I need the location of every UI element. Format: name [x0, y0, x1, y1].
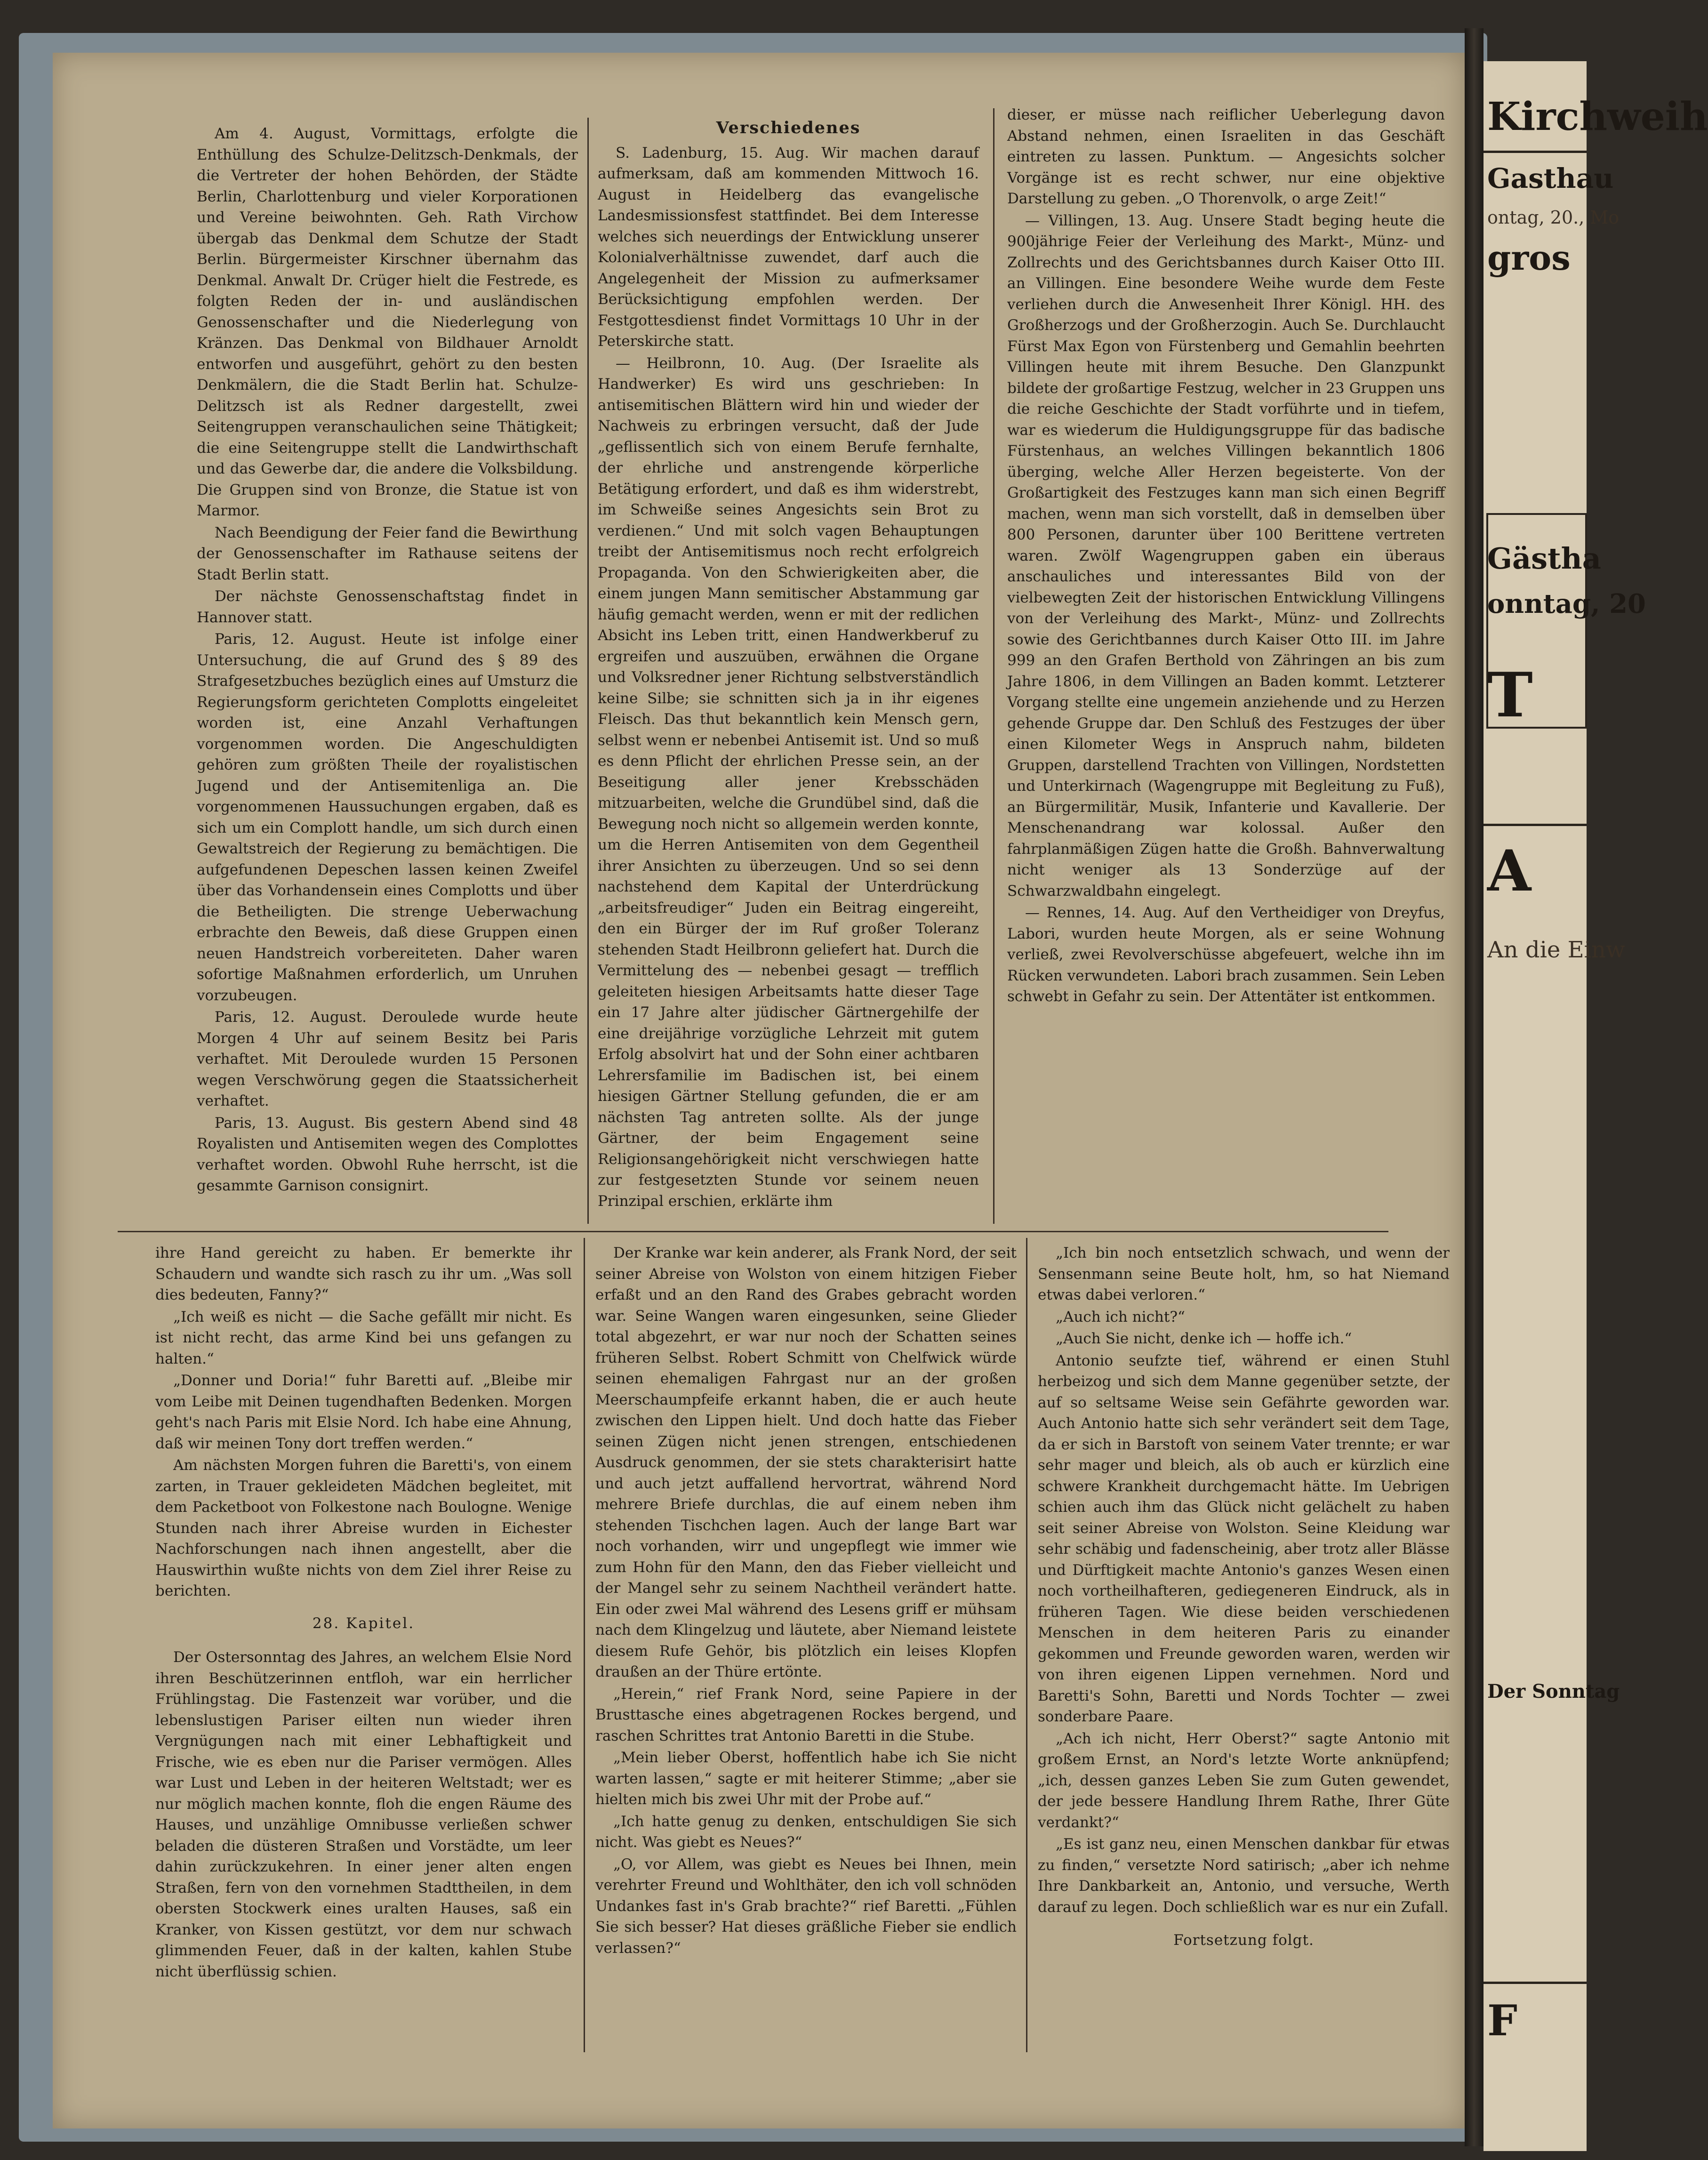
novel-paragraph: Der Kranke war kein anderer, als Frank Nord, der seit seiner Abreise von Wolston von einem hitzigen Fieber erfaßt und an den Rand des Grabes gebracht worden war. Seine Wangen waren eingesunken, seine Glieder total abgezehrt, er war nur noch der Schatten seines früheren Selbst. Robert Schmitt von Chelfwick würde seinen ehemaligen Fahrgast nur an der großen Meerschaumpfeife erkannt haben, die er auch heute zwischen den Lippen hielt. Und doch hatte das Fieber seinen Zügen nicht jenen strengen, entschiedenen Ausdruck genommen, der sie stets charakterisirt hatte und auch jetzt auffallend hervortrat, während Nord mehrere Briefe durchlas, die auf einem neben ihm stehenden Tischchen lagen. Auch der lange Bart war noch vorhanden, wirr und ungepflegt wie immer wie zum Hohn für den Mann, den das Fieber vielleicht und der Mangel sehr zu seinem Nachtheil verändert hatte. Ein oder zwei Mal während des Lesens griff er mühsam nach dem Klingelzug und läutete, aber Niemand leistete diesem Rufe Gehör, bis plötzlich ein leises Klopfen draußen an der Thüre ertönte.: [595, 1245, 1017, 1680]
news-column-3: [1007, 104, 1445, 1007]
chapter-heading: 28. Kapitel.: [312, 1614, 415, 1632]
news-column-2: [598, 118, 979, 1212]
adjacent-line: An die Einw: [1487, 937, 1625, 963]
novel-paragraph: „Auch Sie nicht, denke ich — hoffe ich.“: [1056, 1330, 1352, 1347]
novel-paragraph: Antonio seufzte tief, während er einen Stuhl herbeizog und sich dem Manne gegenüber setzte, der auf so seltsame Weise sein Gefährte geworden war. Auch Antonio hatte sich sehr verändert seit dem Tage, da er sich in Barstoft von seinem Vater trennte; er war sehr mager und bleich, als ob auch er kürzlich eine schwere Krankheit durchgemacht hätte. Im Uebrigen schien auch ihm das Glück nicht gelächelt zu haben seit seiner Abreise von Wolston. Seine Kleidung war sehr schäbig und fadenscheinig, aber trotz aller Blässe und Dürftigkeit machte Antonio's ganzes Wesen einen noch vortheilhafteren, gediegeneren Eindruck, als in früheren Tagen. Wie diese beiden verschiedenen Menschen in dem heiteren Paris zu einander gekommen und Freunde geworden waren, werden wir von ihren eigenen Lippen vernehmen. Nord und Baretti's Sohn, Baretti und Nords Tochter — zwei sonderbare Paare.: [1038, 1352, 1450, 1725]
adjacent-rule: [1483, 151, 1587, 153]
novel-paragraph: „Ich weiß es nicht — die Sache gefällt mir nicht. Es ist nicht recht, das arme Kind bei uns gefangen zu halten.“: [155, 1308, 572, 1367]
adjacent-line: gros: [1487, 238, 1571, 278]
adjacent-page: [1483, 61, 1708, 2151]
novel-column-3: [1038, 1243, 1450, 1951]
section-divider: [118, 1231, 1388, 1232]
novel-paragraph: Am nächsten Morgen fuhren die Baretti's, von einem zarten, in Trauer gekleideten Mädchen begleitet, mit dem Packetboot von Folkestone nach Boulogne. Wenige Stunden nach ihrer Abreise wurden in Eichester Nachforschungen nach ihnen angestellt, aber die Hauswirthin wußte nichts von dem Ziel ihrer Reise zu berichten.: [155, 1457, 572, 1599]
novel-paragraph: „O, vor Allem, was giebt es Neues bei Ihnen, mein verehrter Freund und Wohlthäter, den ich voll schnöden Undankes fast in's Grab brachte?“ rief Baretti. „Fühlen Sie sich besser? Hat dieses gräßliche Fieber sie endlich verlassen?“: [595, 1855, 1017, 1957]
article-paragraph: Paris, 12. August. Deroulede wurde heute Morgen 4 Uhr auf seinem Besitz bei Paris verhaftet. Mit Deroulede wurden 15 Personen wegen Verschwörung gegen die Staatssicherheit verhaftet.: [197, 1009, 578, 1109]
column-rule: [993, 108, 994, 1224]
column-rule: [584, 1238, 585, 2052]
adjacent-line: Der Sonntag: [1487, 1680, 1620, 1702]
adjacent-line: A: [1487, 838, 1532, 904]
news-column-1: [197, 123, 578, 1196]
novel-paragraph: Der Ostersonntag des Jahres, an welchem Elsie Nord ihren Beschützerinnen entfloh, war ein herrlicher Frühlingstag. Die Fastenzeit war vorüber, und die lebenslustigen Pariser eilten nun wieder ihren Vergnügungen nach mit einer Lebhaftigkeit und Frische, wie es eben nur die Pariser vermögen. Alles war Lust und Leben in der heiteren Weltstadt; wer es nur möglich machen konnte, floh die engen Räume des Hauses, und unzählige Omnibusse verließen schwer beladen die düsteren Straßen und Vorstädte, um leer dahin zurückzukehren. In einer jener alten engen Straßen, fern von den vornehmen Stadttheilen, in dem obersten Stockwerk eines uralten Hauses, saß ein Kranker, von Kissen gestützt, vor dem nur schwach glimmenden Feuer, daß in der kalten, kahlen Stube nicht überflüssig schien.: [155, 1649, 572, 1980]
adjacent-rule: [1483, 1982, 1587, 1984]
adjacent-line: Kirchweih: [1487, 94, 1708, 139]
novel-paragraph: „Donner und Doria!“ fuhr Baretti auf. „Bleibe mir vom Leibe mit Deinen tugendhaften Bedenken. Morgen geht's nach Paris mit Elsie Nord. Ich habe eine Ahnung, daß wir meinen Tony dort treffen werden.“: [155, 1372, 572, 1452]
continued-note: Fortsetzung folgt.: [1173, 1932, 1314, 1949]
novel-paragraph: „Ach ich nicht, Herr Oberst?“ sagte Antonio mit großem Ernst, an Nord's letzte Worte anknüpfend; „ich, dessen ganzes Leben Sie zum Guten gewendet, der jede bessere Handlung Ihrem Rathe, Ihrer Güte verdankt?“: [1038, 1730, 1450, 1831]
article-paragraph: — Villingen, 13. Aug. Unsere Stadt beging heute die 900jährige Feier der Verleihung des Markt-, Münz- und Zollrechts und des Gerichtsbannes durch Kaiser Otto III. an Villingen. Eine besondere Weihe wurde dem Feste verliehen durch die Anwesenheit Ihrer Königl. HH. des Großherzogs und der Großherzogin. Auch Se. Durchlaucht Fürst Max Egon von Fürstenberg und Gemahlin beehrten Villingen heute mit ihrem Besuche. Den Glanzpunkt bildete der großartige Festzug, welcher in 23 Gruppen uns die reiche Geschichte der Stadt vorführte und in tiefem, war es wiederum die Huldigungsgruppe für das badische Fürstenhaus, an welches Villingen bekanntlich 1806 überging, welche Aller Herzen begeisterte. Von der Großartigkeit des Festzuges kann man sich einen Begriff machen, wenn man sich vorstellt, daß in demselben über 800 Personen, darunter über 100 Berittene vertreten waren. Zwölf Wagengruppen gaben ein überaus anschauliches und interessantes Bild von der vielbewegten Zeit der historischen Entwicklung Villingens von der Verleihung des Markt-, Münz- und Zollrechts sowie des Gerichtbannes durch Kaiser Otto III. im Jahre 999 an den Grafen Berthold von Zähringen an bis zum Jahre 1806, in dem Villingen an Baden kommt. Letzterer Vorgang stellte eine ungemein anziehende und zu Herzen gehende Gruppe dar. Den Schluß des Festzuges der über einen Kilometer Wegs in Anspruch nahm, bildeten Gruppen, darstellend Trachten von Villingen, Nordstetten und Unterkirnach (Wagengruppe mit Begleitung zu Fuß), an Bürgermilitär, Musik, Infanterie und Kavallerie. Der Menschenandrang war kolossal. Außer den fahrplanmäßigen Zügen hatte die Großh. Bahnverwaltung nicht weniger als 13 Sonderzüge auf der Schwarzwaldbahn eingelegt.: [1007, 212, 1445, 899]
section-heading: Verschiedenes: [716, 118, 861, 137]
article-paragraph: Nach Beendigung der Feier fand die Bewirthung der Genossenschafter im Rathause seitens der Stadt Berlin statt.: [197, 524, 578, 583]
article-paragraph: S. Ladenburg, 15. Aug. Wir machen darauf aufmerksam, daß am kommenden Mittwoch 16. August in Heidelberg das evangelische Landesmissionsfest stattfindet. Bei dem Interesse welches sich neuerdings der Entwicklung unserer Kolonialverhältnisse zuwendet, darf auch die Angelegenheit der Mission zu aufmerksamer Berücksichtigung empfohlen werden. Der Festgottesdienst findet Vormittags 10 Uhr in der Peterskirche statt.: [598, 144, 979, 350]
novel-paragraph: „Es ist ganz neu, einen Menschen dankbar für etwas zu finden,“ versetzte Nord satirisch; „aber ich nehme Ihre Dankbarkeit an, Antonio, und versuche, Werth darauf zu legen. Doch schließlich war es nur ein Zufall.: [1038, 1836, 1450, 1916]
column-rule: [1026, 1238, 1027, 2052]
adjacent-line: onntag, 20: [1487, 588, 1646, 619]
adjacent-line: T: [1487, 659, 1533, 731]
article-paragraph: Der nächste Genossenschaftstag findet in Hannover statt.: [197, 588, 578, 626]
novel-paragraph: ihre Hand gereicht zu haben. Er bemerkte ihr Schaudern und wandte sich rasch zu ihr um. „Was soll dies bedeuten, Fanny?“: [155, 1245, 572, 1303]
adjacent-line: F: [1487, 1996, 1517, 2046]
article-paragraph: Paris, 12. August. Heute ist infolge einer Untersuchung, die auf Grund des § 89 des Strafgesetzbuches bezüglich eines auf Umsturz die Regierungsform gerichteten Complotts eingeleitet worden ist, eine Anzahl Verhaftungen vorgenommen worden. Die Angeschuldigten gehören zum größten Theile der royalistischen Jugend und der Antisemitenliga an. Die vorgenommenen Haussuchungen ergaben, daß es sich um ein Complott handle, um sich durch einen Gewaltstreich der Regierung zu bemächtigen. Die aufgefundenen Depeschen lassen keinen Zweifel über das Vorhandensein eines Complotts und über die Betheiligten. Die strenge Ueberwachung erbrachte den Beweis, daß diese Gruppen einen neuen Handstreich vorbereiteten. Daher waren sofortige Maßnahmen erforderlich, um Unruhen vorzubeugen.: [197, 631, 578, 1004]
novel-paragraph: „Mein lieber Oberst, hoffentlich habe ich Sie nicht warten lassen,“ sagte er mit heiterer Stimme; „aber sie hielten mich bis zwei Uhr mit der Probe auf.“: [595, 1749, 1017, 1808]
novel-paragraph: „Herein,“ rief Frank Nord, seine Papiere in der Brusttasche eines abgetragenen Rockes bergend, und raschen Schrittes trat Antonio Baretti in die Stube.: [595, 1685, 1017, 1744]
novel-column-1: [155, 1243, 572, 1982]
column-rule: [587, 118, 589, 1224]
article-paragraph: Am 4. August, Vormittags, erfolgte die Enthüllung des Schulze-Delitzsch-Denkmals, der die Vertreter der hohen Behörden, der Städte Berlin, Charlottenburg und vieler Korporationen und Vereine beiwohnten. Geh. Rath Virchow übergab das Denkmal dem Schutze der Stadt Berlin. Bürgermeister Kirschner übernahm das Denkmal. Anwalt Dr. Crüger hielt die Festrede, es folgten Reden der in- und ausländischen Genossenschafter und die Niederlegung von Kränzen. Das Denkmal von Bildhauer Arnoldt entworfen und ausgeführt, gehört zu den besten Denkmälern, die die Stadt Berlin hat. Schulze-Delitzsch ist als Redner dargestellt, zwei Seitengruppen veranschaulichen seine Thätigkeit; die eine Seitengruppe stellt die Landwirthschaft und das Gewerbe dar, die andere die Volksbildung. Die Gruppen sind von Bronze, die Statue ist von Marmor.: [197, 125, 578, 519]
article-paragraph: Paris, 13. August. Bis gestern Abend sind 48 Royalisten und Antisemiten wegen des Complottes verhaftet worden. Obwohl Ruhe herrscht, ist die gesammte Garnison consignirt.: [197, 1114, 578, 1194]
article-paragraph: — Heilbronn, 10. Aug. (Der Israelite als Handwerker) Es wird uns geschrieben: In antisemitischen Blättern wird hin und wieder der Nachweis zu erbringen versucht, daß der Jude „geflissentlich sich von einem Berufe fernhalte, der ehrliche und anstrengende körperliche Betätigung erfordert, und daß es ihm widerstrebt, im Schweiße seines Angesichts sein Brot zu verdienen.“ Und mit solch vagen Behauptungen treibt der Antisemitismus noch recht erfolgreich Propaganda. Von den Schwierigkeiten aber, die einem jungen Mann semitischer Abstammung gar häufig gemacht werden, wenn er mit der redlichen Absicht ins Leben tritt, einen Handwerkberuf zu ergreifen und auszuüben, erwähnen die Organe und Volksredner jener Richtung selbstverständlich keine Silbe; sie schnitten sich ja in ihr eigenes Fleisch. Das thut bekanntlich kein Mensch gern, selbst wenn er nebenbei Antisemit ist. Und so muß es denn Pflicht der ehrlichen Presse sein, an der Beseitigung aller jener Krebsschäden mitzuarbeiten, welche die Grundübel sind, daß die Bewegung noch nicht so allgemein werden konnte, um die Herren Antisemiten von dem Gegentheil ihrer Ansichten zu überzeugen. Und so sei denn nachstehend dem Kapital der Unterdrückung „arbeitsfreudiger“ Juden ein Beitrag eingereiht, den ein Bürger der im Ruf großer Toleranz stehenden Stadt Heilbronn geliefert hat. Durch die Vermittelung des — nebenbei gesagt — trefflich geleiteten hiesigen Arbeitsamts hatte dieser Tage ein 17 Jahre alter jüdischer Gärtnergehilfe der eine dreijährige vorzügliche Lehrzeit mit gutem Erfolg absolvirt hat und der Sohn einer achtbaren Lehrersfamilie im Badischen ist, bei einem hiesigen Gärtner Stellung gefunden, die er am nächsten Tag antreten sollte. Als der junge Gärtner, der beim Engagement seine Religionsangehörigkeit nicht verschwiegen hatte zur festgesetzten Stunde vor seinem neuen Prinzipal erschien, erklärte ihm: [598, 354, 979, 1210]
novel-paragraph: „Auch ich nicht?“: [1056, 1308, 1185, 1325]
adjacent-line: ontag, 20., Mo: [1487, 207, 1620, 228]
adjacent-line: Gasthau: [1487, 162, 1614, 194]
book-spine: [1465, 28, 1483, 2146]
article-paragraph: dieser, er müsse nach reiflicher Ueberlegung davon Abstand nehmen, einen Israeliten in das Geschäft eintreten zu lassen. Punktum. — Angesichts solcher Vorgänge ist es recht schwer, nur eine objektive Darstellung zu geben. „O Thorenvolk, o arge Zeit!“: [1007, 106, 1445, 207]
novel-paragraph: „Ich bin noch entsetzlich schwach, und wenn der Sensenmann seine Beute holt, hm, so hat Niemand etwas dabei verloren.“: [1038, 1245, 1450, 1303]
novel-paragraph: „Ich hatte genug zu denken, entschuldigen Sie sich nicht. Was giebt es Neues?“: [595, 1813, 1017, 1851]
adjacent-line: Gästha: [1487, 541, 1601, 576]
adjacent-rule: [1483, 824, 1587, 826]
article-paragraph: — Rennes, 14. Aug. Auf den Vertheidiger von Dreyfus, Labori, wurden heute Morgen, als er seine Wohnung verließ, zwei Revolverschüsse abgefeuert, welche ihn im Rücken verwundeten. Labori brach zusammen. Sein Leben schwebt in Gefahr zu sein. Der Attentäter ist entkommen.: [1007, 904, 1445, 1005]
novel-column-2: [595, 1243, 1017, 1959]
